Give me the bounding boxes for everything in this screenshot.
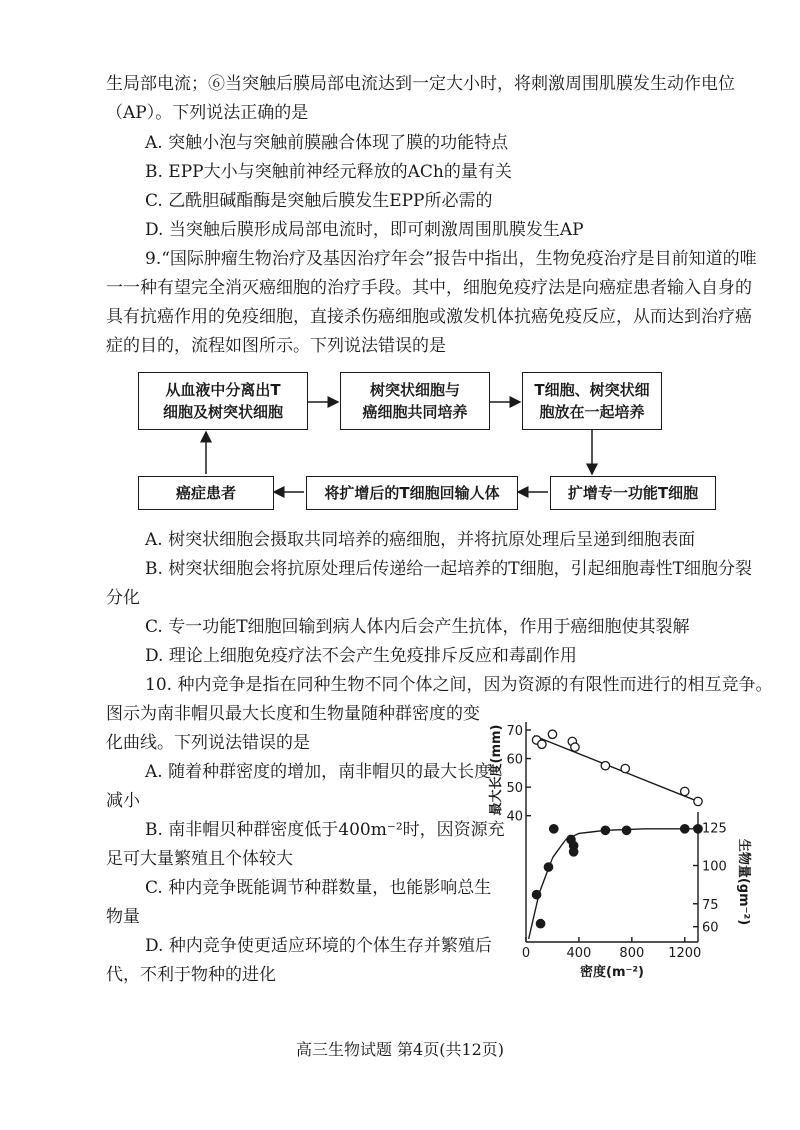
- biomass-point: [544, 863, 552, 871]
- max-length-point: [548, 730, 556, 738]
- x-tick-label: 800: [619, 946, 645, 961]
- flow-box-coculture-cancer: 树突状细胞与 癌细胞共同培养: [340, 372, 490, 430]
- q9-option-c: C. 专一功能T细胞回输到病人体内后会产生抗体，作用于癌细胞使其裂解: [145, 617, 690, 637]
- flow-box-separate-cells: 从血液中分离出T 细胞及树突状细胞: [138, 372, 308, 430]
- max-length-point: [621, 764, 629, 772]
- q10-stem-line-1: 10. 种内竞争是指在同种生物不同个体之间，因为资源的有限性而进行的相互竞争。: [145, 675, 773, 695]
- x-tick-label: 1200: [668, 946, 702, 961]
- left-tick-label: 40: [506, 809, 523, 825]
- flow-box-expand-tcells: 扩增专一功能T细胞: [550, 476, 716, 510]
- biomass-point: [681, 825, 689, 833]
- q8-stem-line-2: （AP）。下列说法正确的是: [106, 103, 309, 123]
- biomass-point: [550, 825, 558, 833]
- q10-option-d-cont: 代，不利于物种的进化: [106, 965, 276, 985]
- q9-option-d: D. 理论上细胞免疫疗法不会产生免疫排斥反应和毒副作用: [145, 646, 577, 666]
- q9-option-a: A. 树突状细胞会摄取共同培养的癌细胞，并将抗原处理后呈递到细胞表面: [145, 530, 696, 550]
- max-length-point: [694, 797, 702, 805]
- right-tick-label: 60: [702, 920, 719, 936]
- flow-box-reinfuse: 将扩增后的T细胞回输人体: [306, 476, 518, 510]
- q9-stem-line-2: 一一种有望完全消灭癌细胞的治疗手段。其中，细胞免疫疗法是向癌症患者输入自身的: [106, 278, 752, 298]
- biomass-curve: [529, 829, 698, 939]
- biomass-point: [569, 841, 577, 849]
- q9-stem-line-4: 症的目的，流程如图所示。下列说法错误的是: [106, 336, 446, 356]
- q8-stem-line-1: 生局部电流；⑥当突触后膜局部电流达到一定大小时，将刺激周围肌膜发生动作电位: [106, 74, 735, 94]
- left-tick-label: 70: [506, 724, 523, 739]
- biomass-point: [622, 826, 630, 834]
- q8-option-b: B. EPP大小与突触前神经元释放的ACh的量有关: [145, 162, 512, 182]
- page-footer: 高三生物试题 第4页(共12页): [295, 1040, 505, 1059]
- biomass-point: [536, 919, 544, 927]
- q9-stem-line-1: 9.“国际肿瘤生物治疗及基因治疗年会”报告中指出，生物免疫治疗是目前知道的唯: [145, 249, 757, 269]
- q8-option-a: A. 突触小泡与突触前膜融合体现了膜的功能特点: [145, 133, 509, 153]
- flow-box-patient: 癌症患者: [138, 476, 274, 510]
- q10-option-d: D. 种内竞争使更适应环境的个体生存并繁殖后: [145, 936, 492, 956]
- flow-box-coculture-tcells: T细胞、树突状细 胞放在一起培养: [522, 372, 662, 430]
- biomass-point: [532, 890, 540, 898]
- max-length-point: [571, 743, 579, 751]
- biomass-point: [694, 825, 702, 833]
- left-tick-label: 60: [506, 752, 523, 768]
- right-tick-label: 75: [702, 897, 719, 913]
- q10-option-a: A. 随着种群密度的增加，南非帽贝的最大长度: [145, 762, 492, 782]
- q9-option-b: B. 树突状细胞会将抗原处理后传递给一起培养的T细胞，引起细胞毒性T细胞分裂: [145, 559, 752, 579]
- q9-option-b-cont: 分化: [106, 588, 140, 608]
- right-tick-label: 100: [702, 859, 727, 875]
- q9-stem-line-3: 具有抗癌作用的免疫细胞，直接杀伤癌细胞或激发机体抗癌免疫反应，从而达到治疗癌: [106, 307, 752, 327]
- max-length-point: [681, 787, 689, 795]
- x-tick-label: 400: [566, 946, 592, 961]
- q10-option-b: B. 南非帽贝种群密度低于400m⁻²时，因资源充: [145, 820, 505, 840]
- q10-stem-line-2: 图示为南非帽贝最大长度和生物量随种群密度的变: [106, 704, 480, 724]
- right-axis-label: 生物量(gm⁻²): [736, 838, 751, 926]
- q10-option-a-cont: 减小: [106, 791, 140, 811]
- q10-stem-line-3: 化曲线。下列说法错误的是: [106, 733, 310, 753]
- q8-option-c: C. 乙酰胆碱酯酶是突触后膜发生EPP所必需的: [145, 191, 493, 211]
- q8-option-d: D. 当突触后膜形成局部电流时，即可刺激周围肌膜发生AP: [145, 220, 584, 240]
- left-axis-label: 最大长度(mm): [489, 724, 504, 816]
- max-length-point: [601, 762, 609, 770]
- left-tick-label: 50: [506, 781, 523, 797]
- q10-option-b-cont: 足可大量繁殖且个体较大: [106, 849, 293, 869]
- x-axis-label: 密度(m⁻²): [580, 965, 644, 980]
- max-length-point: [538, 740, 546, 748]
- right-tick-label: 125: [702, 821, 727, 837]
- q10-option-c-cont: 物量: [106, 907, 140, 927]
- q10-option-c: C. 种内竞争既能调节种群数量，也能影响总生: [145, 878, 492, 898]
- x-tick-label: 0: [521, 946, 531, 961]
- max-length-trend-line: [534, 736, 698, 802]
- biomass-point: [601, 826, 609, 834]
